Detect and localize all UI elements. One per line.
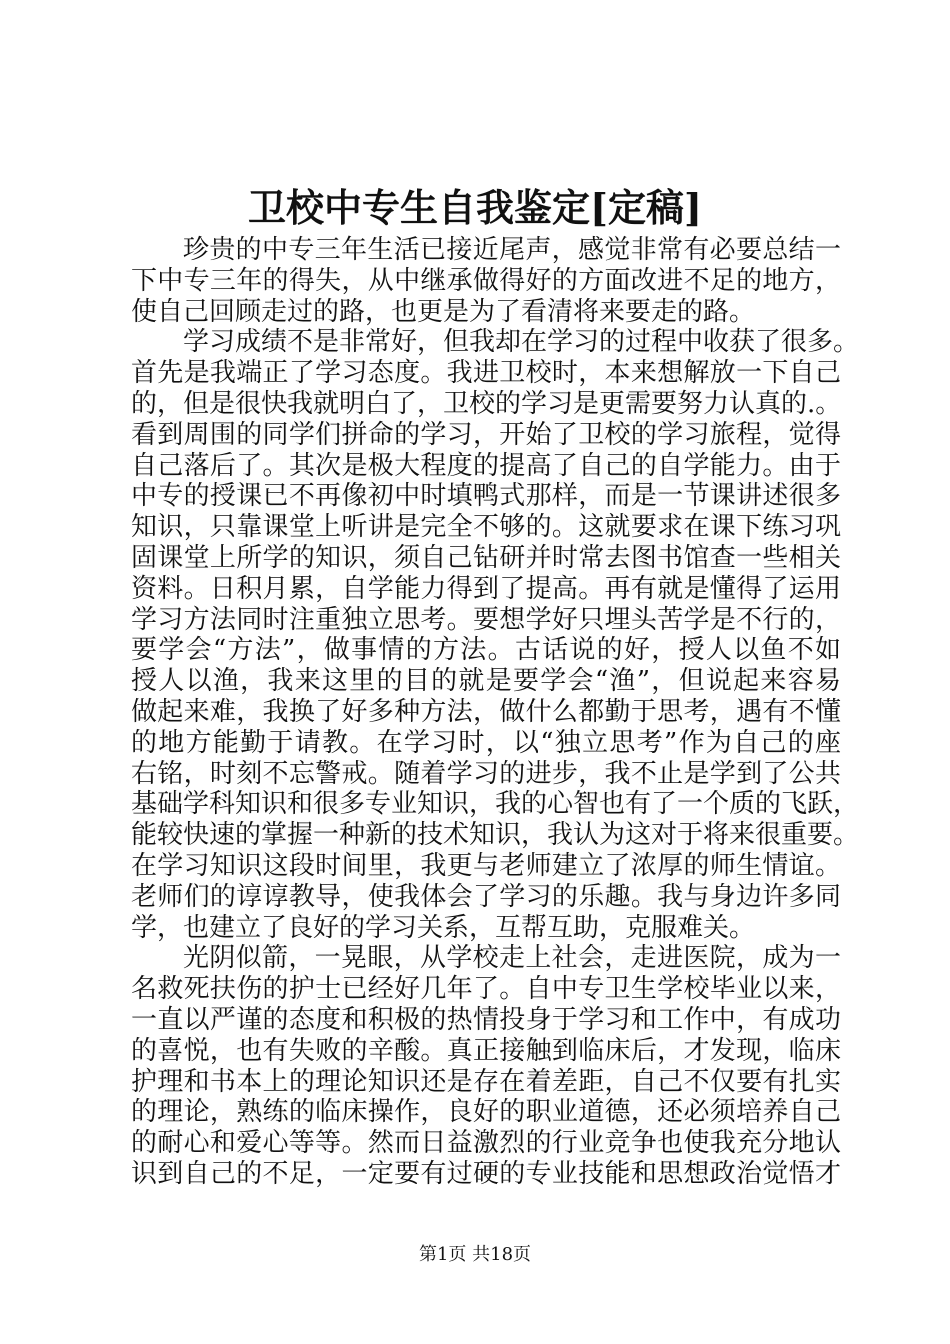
text-line: 使自己回顾走过的路，也更是为了看清将来要走的路。	[131, 296, 756, 327]
text-line: 做起来难，我换了好多种方法，做什么都勤于思考，遇有不懂	[131, 696, 841, 727]
text-line: 知识，只靠课堂上听讲是完全不够的。这就要求在课下练习巩	[131, 512, 841, 543]
text-line: 的，但是很快我就明白了，卫校的学习是更需要努力认真的.。	[131, 388, 842, 419]
text-line: 光阴似箭，一晃眼，从学校走上社会，走进医院，成为一	[183, 943, 841, 974]
text-line: 的喜悦，也有失败的辛酸。真正接触到临床后，才发现，临床	[131, 1035, 841, 1066]
text-line: 的理论，熟练的临床操作，良好的职业道德，还必须培养自己	[131, 1097, 841, 1128]
text-line: 自己落后了。其次是极大程度的提高了自己的自学能力。由于	[131, 450, 841, 481]
text-line: 一直以严谨的态度和积极的热情投身于学习和工作中，有成功	[131, 1004, 841, 1035]
text-line: 下中专三年的得失，从中继承做得好的方面改进不足的地方，	[131, 265, 841, 296]
text-line: 护理和书本上的理论知识还是存在着差距，自己不仅要有扎实	[131, 1066, 841, 1097]
text-line: 老师们的谆谆教导，使我体会了学习的乐趣。我与身边许多同	[131, 881, 841, 912]
text-line: 首先是我端正了学习态度。我进卫校时，本来想解放一下自己	[131, 358, 841, 389]
text-line: 学习成绩不是非常好，但我却在学习的过程中收获了很多。	[183, 327, 860, 358]
text-line: 固课堂上所学的知识，须自己钻研并时常去图书馆查一些相关	[131, 542, 841, 573]
page-footer: 第1页 共18页	[418, 1244, 532, 1265]
text-line: 要学会“方法”，做事情的方法。古话说的好，授人以鱼不如	[131, 635, 841, 666]
text-line: 右铭，时刻不忘警戒。随着学习的进步，我不止是学到了公共	[131, 758, 841, 789]
document-title: 卫校中专生自我鉴定[定稿]	[248, 185, 702, 230]
text-line: 授人以渔，我来这里的目的就是要学会“渔”，但说起来容易	[131, 666, 841, 697]
text-line: 学，也建立了良好的学习关系，互帮互助，克服难关。	[131, 912, 756, 943]
text-line: 的耐心和爱心等等。然而日益激烈的行业竞争也使我充分地认	[131, 1128, 841, 1159]
text-line: 识到自己的不足，一定要有过硬的专业技能和思想政治觉悟才	[131, 1158, 841, 1189]
text-line: 名救死扶伤的护士已经好几年了。自中专卫生学校毕业以来，	[131, 974, 841, 1005]
text-line: 中专的授课已不再像初中时填鸭式那样，而是一节课讲述很多	[131, 481, 841, 512]
text-line: 在学习知识这段时间里，我更与老师建立了浓厚的师生情谊。	[131, 850, 841, 881]
text-line: 看到周围的同学们拼命的学习，开始了卫校的学习旅程，觉得	[131, 419, 841, 450]
text-line: 基础学科知识和很多专业知识，我的心智也有了一个质的飞跃，	[131, 789, 860, 820]
text-line: 的地方能勤于请教。在学习时，以“独立思考”作为自己的座	[131, 727, 841, 758]
document-body	[131, 235, 860, 1190]
text-line: 能较快速的掌握一种新的技术知识，我认为这对于将来很重要。	[131, 820, 860, 851]
text-line: 学习方法同时注重独立思考。要想学好只埋头苦学是不行的，	[131, 604, 841, 635]
text-line: 珍贵的中专三年生活已接近尾声，感觉非常有必要总结一	[183, 235, 841, 265]
text-line: 资料。日积月累，自学能力得到了提高。再有就是懂得了运用	[131, 573, 841, 604]
